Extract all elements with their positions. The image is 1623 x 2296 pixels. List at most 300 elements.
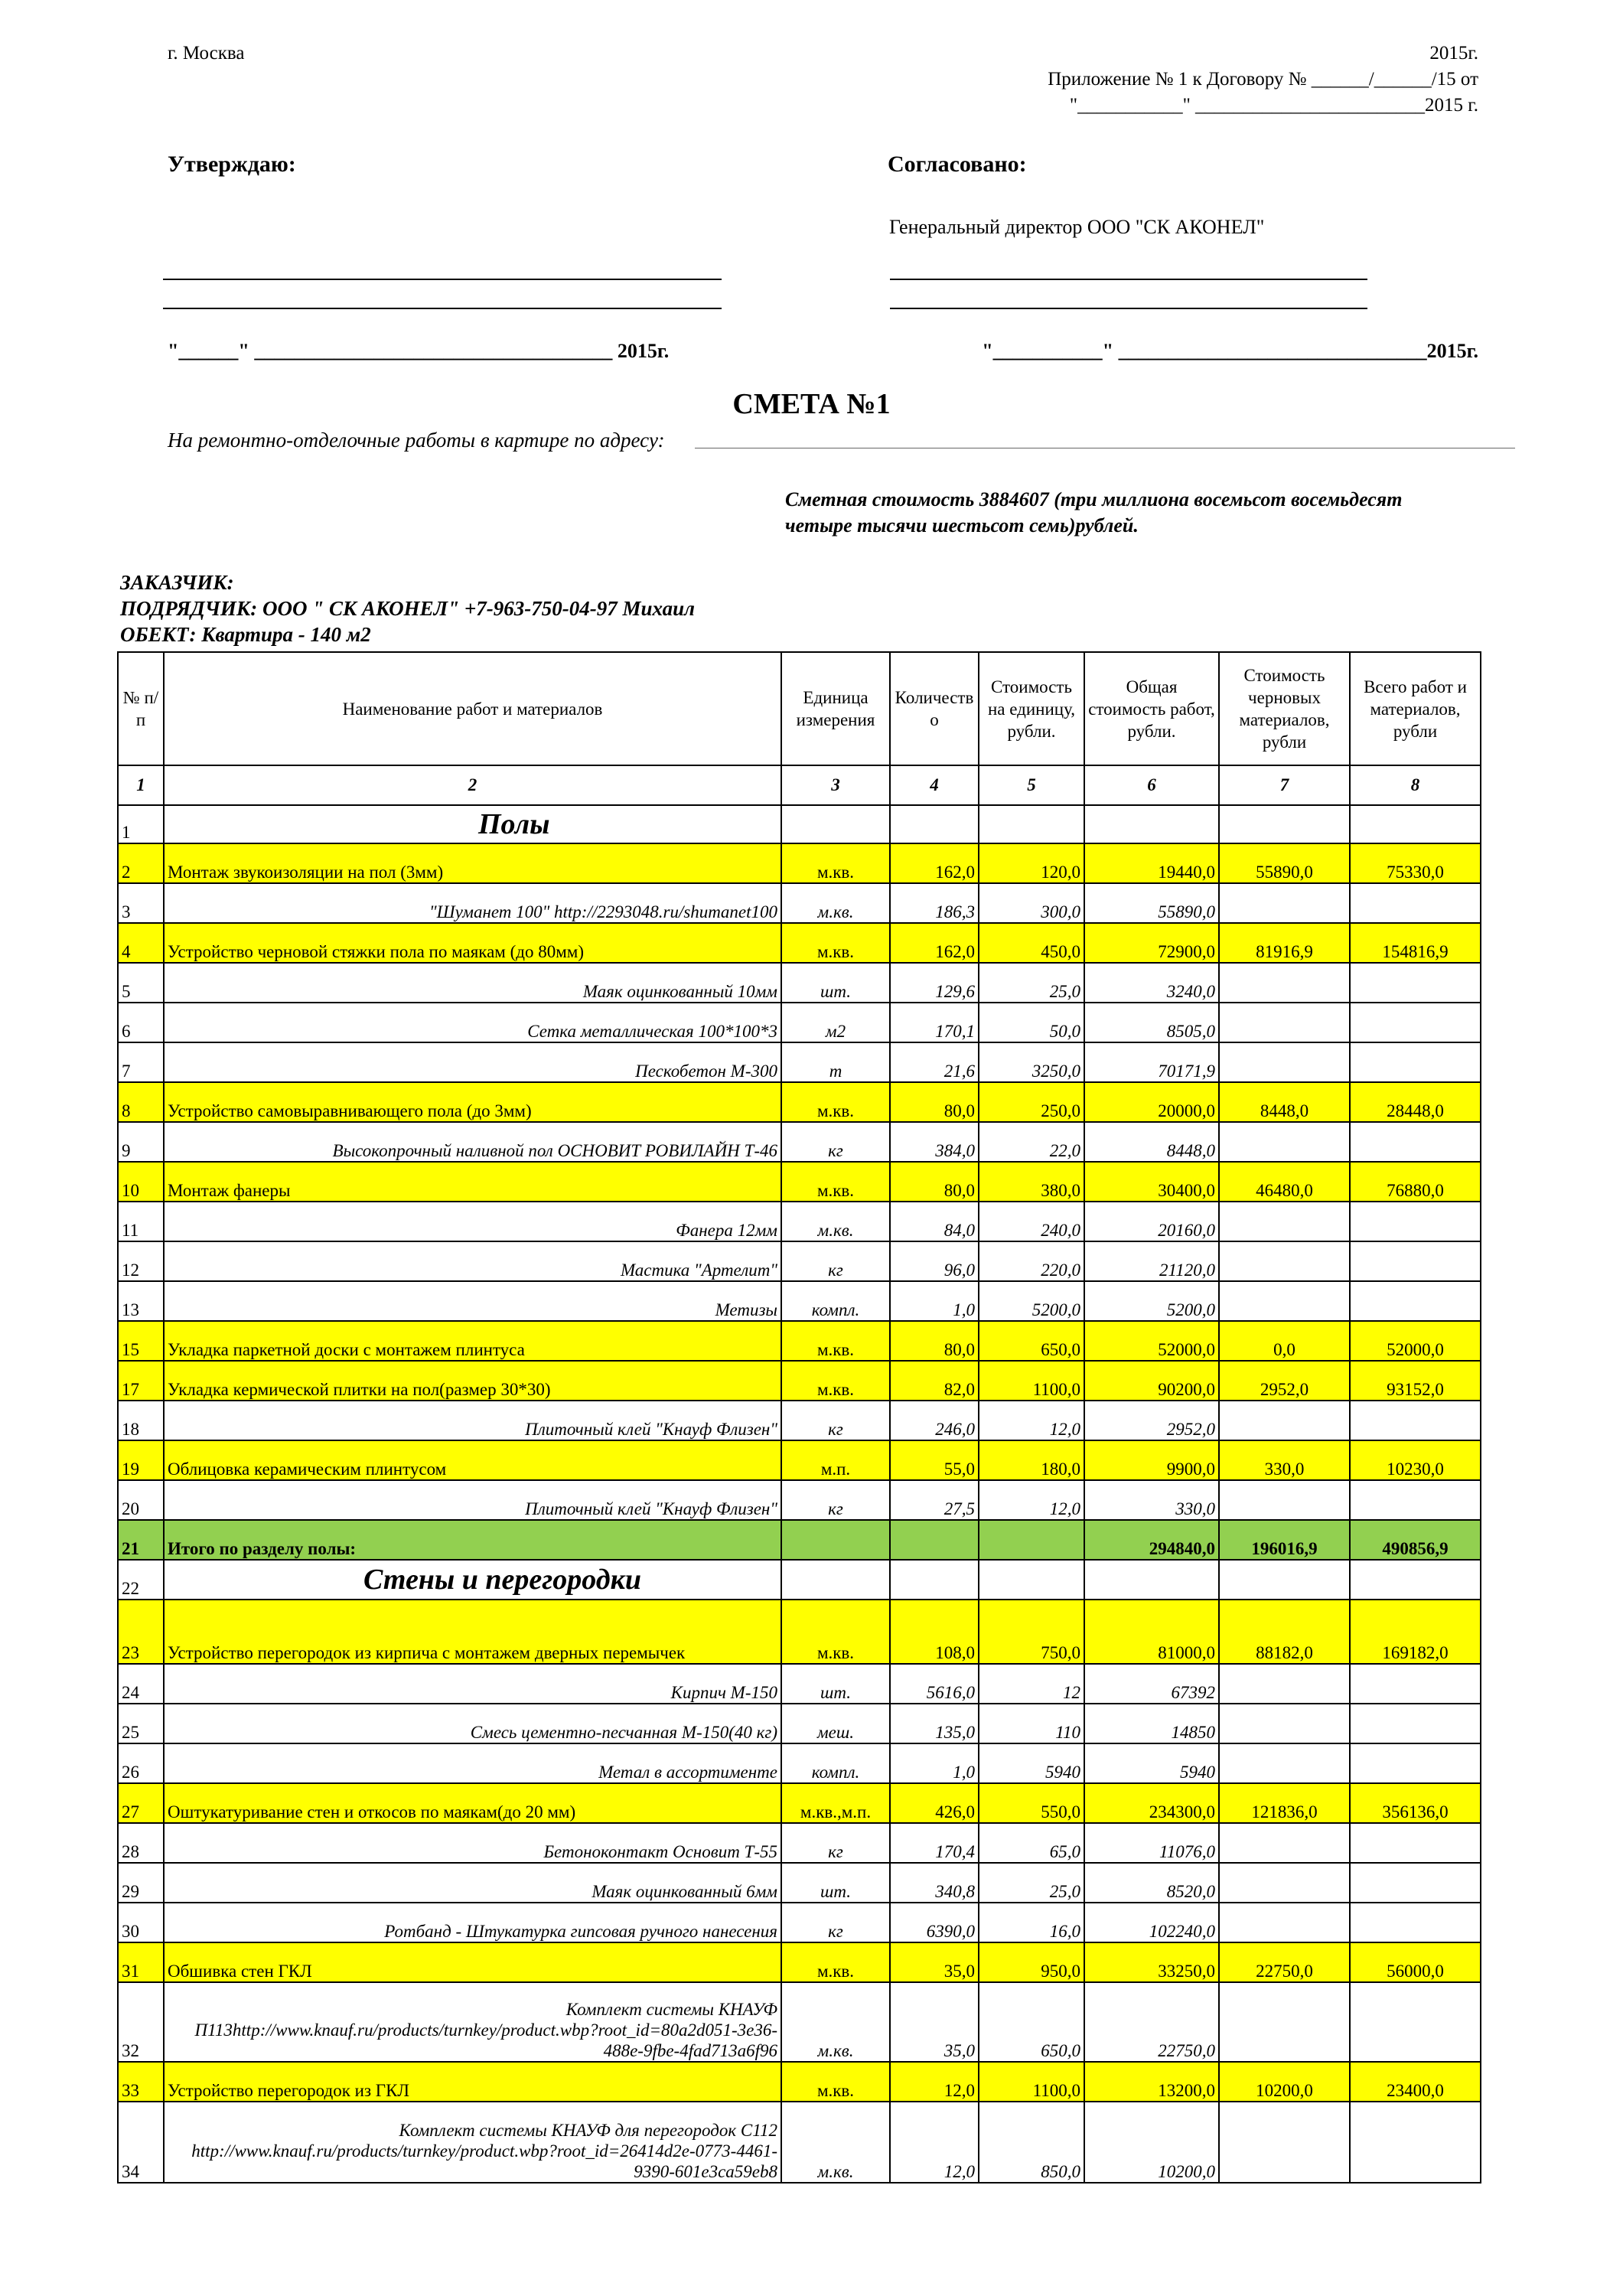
quantity-cell: 96,0 bbox=[890, 1241, 979, 1281]
unit-price-cell: 110 bbox=[979, 1704, 1084, 1743]
column-number: 4 bbox=[890, 765, 979, 805]
unit-price-cell: 250,0 bbox=[979, 1082, 1084, 1122]
table-row bbox=[118, 1600, 1481, 1664]
row-number: 28 bbox=[118, 1823, 164, 1863]
table-row bbox=[118, 1942, 1481, 1982]
quantity-cell: 246,0 bbox=[890, 1401, 979, 1440]
grand-total-cell bbox=[1350, 2102, 1481, 2183]
row-number: 19 bbox=[118, 1440, 164, 1480]
unit-price-cell: 850,0 bbox=[979, 2102, 1084, 2183]
table-header-row bbox=[118, 652, 1481, 765]
row-number: 17 bbox=[118, 1361, 164, 1401]
rough-materials-cell: 46480,0 bbox=[1219, 1162, 1350, 1202]
item-name: "Шуманет 100" http://2293048.ru/shumanet100 bbox=[164, 883, 781, 923]
unit-price-cell: 3250,0 bbox=[979, 1042, 1084, 1082]
unit-price-cell: 1100,0 bbox=[979, 2062, 1084, 2102]
unit-price-cell: 25,0 bbox=[979, 1863, 1084, 1903]
row-number: 18 bbox=[118, 1401, 164, 1440]
rough-materials-cell bbox=[1219, 1664, 1350, 1704]
header-cell: Наименование работ и материалов bbox=[164, 652, 781, 765]
rough-materials-cell bbox=[1219, 1202, 1350, 1241]
contractor-label: ПОДРЯДЧИК: ООО " СК АКОНЕЛ" +7-963-750-04-97 Михаил bbox=[120, 597, 695, 620]
table-row bbox=[118, 1281, 1481, 1321]
item-name: Кирпич М-150 bbox=[164, 1664, 781, 1704]
item-name: Устройство перегородок из ГКЛ bbox=[164, 2062, 781, 2102]
grand-total-cell: 28448,0 bbox=[1350, 1082, 1481, 1122]
unit-price-cell: 5200,0 bbox=[979, 1281, 1084, 1321]
work-total-cell: 13200,0 bbox=[1084, 2062, 1219, 2102]
column-number: 6 bbox=[1084, 765, 1219, 805]
unit-price-cell: 1100,0 bbox=[979, 1361, 1084, 1401]
quantity-cell: 384,0 bbox=[890, 1122, 979, 1162]
work-total-cell: 22750,0 bbox=[1084, 1982, 1219, 2062]
quantity-cell: 55,0 bbox=[890, 1440, 979, 1480]
unit-price-cell: 550,0 bbox=[979, 1783, 1084, 1823]
grand-total-cell bbox=[1350, 1480, 1481, 1520]
quantity-cell: 186,3 bbox=[890, 883, 979, 923]
table-row bbox=[118, 1480, 1481, 1520]
item-name: Высокопрочный наливной пол ОСНОВИТ РОВИЛАЙН Т-46 bbox=[164, 1122, 781, 1162]
row-number: 20 bbox=[118, 1480, 164, 1520]
quantity-cell: 129,6 bbox=[890, 963, 979, 1003]
table-row bbox=[118, 1003, 1481, 1042]
rough-materials-cell bbox=[1219, 805, 1350, 843]
item-name: Плиточный клей "Кнауф Флизен" bbox=[164, 1480, 781, 1520]
signature-line bbox=[163, 279, 722, 280]
grand-total-cell: 93152,0 bbox=[1350, 1361, 1481, 1401]
item-name: Монтаж звукоизоляции на пол (3мм) bbox=[164, 843, 781, 883]
table-row bbox=[118, 1863, 1481, 1903]
quantity-cell: 27,5 bbox=[890, 1480, 979, 1520]
table-row bbox=[118, 1440, 1481, 1480]
table-row bbox=[118, 883, 1481, 923]
unit-cell: м.кв. bbox=[781, 2102, 890, 2183]
rough-materials-cell bbox=[1219, 1903, 1350, 1942]
unit-cell: м.кв. bbox=[781, 1361, 890, 1401]
work-total-cell: 52000,0 bbox=[1084, 1321, 1219, 1361]
header-cell: Стоимость на единицу, рубли. bbox=[979, 652, 1084, 765]
quantity-cell bbox=[890, 1560, 979, 1600]
rough-materials-cell bbox=[1219, 1122, 1350, 1162]
unit-price-cell: 450,0 bbox=[979, 923, 1084, 963]
table-row bbox=[118, 1202, 1481, 1241]
rough-materials-cell: 0,0 bbox=[1219, 1321, 1350, 1361]
row-number: 9 bbox=[118, 1122, 164, 1162]
work-total-cell: 72900,0 bbox=[1084, 923, 1219, 963]
row-number: 24 bbox=[118, 1664, 164, 1704]
rough-materials-cell bbox=[1219, 1743, 1350, 1783]
item-name: Устройство самовыравнивающего пола (до 3мм) bbox=[164, 1082, 781, 1122]
estimated-cost-text: Сметная стоимость 3884607 (три миллиона восемьсот восемьдесят четыре тысячи шестьсот семь)рублей. bbox=[785, 488, 1403, 536]
quantity-cell: 35,0 bbox=[890, 1982, 979, 2062]
unit-cell: м.кв. bbox=[781, 1162, 890, 1202]
quantity-cell: 82,0 bbox=[890, 1361, 979, 1401]
grand-total-cell: 52000,0 bbox=[1350, 1321, 1481, 1361]
rough-materials-cell bbox=[1219, 963, 1350, 1003]
table-row bbox=[118, 1520, 1481, 1560]
unit-cell: м.кв. bbox=[781, 1082, 890, 1122]
quantity-cell: 340,8 bbox=[890, 1863, 979, 1903]
work-total-cell: 67392 bbox=[1084, 1664, 1219, 1704]
quantity-cell: 80,0 bbox=[890, 1321, 979, 1361]
quantity-cell: 1,0 bbox=[890, 1743, 979, 1783]
rough-materials-cell bbox=[1219, 1982, 1350, 2062]
table-row bbox=[118, 1321, 1481, 1361]
rough-materials-cell bbox=[1219, 1042, 1350, 1082]
row-number: 11 bbox=[118, 1202, 164, 1241]
unit-cell: кг bbox=[781, 1903, 890, 1942]
item-name: Облицовка керамическим плинтусом bbox=[164, 1440, 781, 1480]
unit-price-cell bbox=[979, 1520, 1084, 1560]
unit-cell: компл. bbox=[781, 1281, 890, 1321]
grand-total-cell bbox=[1350, 1903, 1481, 1942]
grand-total-cell bbox=[1350, 1664, 1481, 1704]
row-number: 30 bbox=[118, 1903, 164, 1942]
work-total-cell: 5940 bbox=[1084, 1743, 1219, 1783]
unit-price-cell: 25,0 bbox=[979, 963, 1084, 1003]
unit-cell: компл. bbox=[781, 1743, 890, 1783]
unit-cell: кг bbox=[781, 1823, 890, 1863]
table-row bbox=[118, 843, 1481, 883]
row-number: 34 bbox=[118, 2102, 164, 2183]
unit-cell bbox=[781, 805, 890, 843]
unit-cell: шт. bbox=[781, 1863, 890, 1903]
table-row bbox=[118, 1783, 1481, 1823]
approve-date-line: "______" ____________________________________ 2015г. bbox=[168, 340, 670, 362]
table-row bbox=[118, 1704, 1481, 1743]
unit-price-cell bbox=[979, 1560, 1084, 1600]
grand-total-cell bbox=[1350, 805, 1481, 843]
unit-price-cell: 650,0 bbox=[979, 1982, 1084, 2062]
table-row bbox=[118, 805, 1481, 843]
column-number: 8 bbox=[1350, 765, 1481, 805]
unit-cell: м.кв.,м.п. bbox=[781, 1783, 890, 1823]
table-row bbox=[118, 1162, 1481, 1202]
unit-cell: м.п. bbox=[781, 1440, 890, 1480]
work-total-cell: 5200,0 bbox=[1084, 1281, 1219, 1321]
grand-total-cell bbox=[1350, 1863, 1481, 1903]
grand-total-cell bbox=[1350, 1982, 1481, 2062]
quantity-cell: 80,0 bbox=[890, 1162, 979, 1202]
grand-total-cell bbox=[1350, 1122, 1481, 1162]
row-number: 22 bbox=[118, 1560, 164, 1600]
column-number: 5 bbox=[979, 765, 1084, 805]
rough-materials-cell bbox=[1219, 1480, 1350, 1520]
row-number: 6 bbox=[118, 1003, 164, 1042]
grand-total-cell bbox=[1350, 1560, 1481, 1600]
grand-total-cell: 169182,0 bbox=[1350, 1600, 1481, 1664]
work-total-cell: 20000,0 bbox=[1084, 1082, 1219, 1122]
grand-total-cell bbox=[1350, 1743, 1481, 1783]
work-total-cell: 330,0 bbox=[1084, 1480, 1219, 1520]
work-total-cell: 30400,0 bbox=[1084, 1162, 1219, 1202]
unit-price-cell: 12 bbox=[979, 1664, 1084, 1704]
header-cell: Всего работ и материалов, рубли bbox=[1350, 652, 1481, 765]
quantity-cell: 162,0 bbox=[890, 843, 979, 883]
agree-heading: Согласовано: bbox=[888, 152, 1027, 177]
row-number: 5 bbox=[118, 963, 164, 1003]
row-number: 8 bbox=[118, 1082, 164, 1122]
grand-total-cell: 76880,0 bbox=[1350, 1162, 1481, 1202]
header-cell: Количество bbox=[890, 652, 979, 765]
agree-date-line: "___________" _______________________________2015г. bbox=[982, 340, 1478, 362]
rough-materials-cell bbox=[1219, 2102, 1350, 2183]
grand-total-cell bbox=[1350, 1704, 1481, 1743]
item-name: Плиточный клей "Кнауф Флизен" bbox=[164, 1401, 781, 1440]
work-total-cell: 21120,0 bbox=[1084, 1241, 1219, 1281]
unit-price-cell: 12,0 bbox=[979, 1480, 1084, 1520]
quantity-cell: 162,0 bbox=[890, 923, 979, 963]
unit-cell: м.кв. bbox=[781, 883, 890, 923]
grand-total-cell bbox=[1350, 1042, 1481, 1082]
item-name: Укладка паркетной доски с монтажем плинтуса bbox=[164, 1321, 781, 1361]
rough-materials-cell: 2952,0 bbox=[1219, 1361, 1350, 1401]
table-row bbox=[118, 1122, 1481, 1162]
work-total-cell: 102240,0 bbox=[1084, 1903, 1219, 1942]
row-number: 23 bbox=[118, 1600, 164, 1664]
header-cell: Общая стоимость работ, рубли. bbox=[1084, 652, 1219, 765]
unit-cell: кг bbox=[781, 1122, 890, 1162]
quantity-cell: 12,0 bbox=[890, 2062, 979, 2102]
item-name: Маяк оцинкованный 6мм bbox=[164, 1863, 781, 1903]
unit-price-cell: 180,0 bbox=[979, 1440, 1084, 1480]
unit-price-cell: 22,0 bbox=[979, 1122, 1084, 1162]
quantity-cell: 21,6 bbox=[890, 1042, 979, 1082]
unit-cell: шт. bbox=[781, 963, 890, 1003]
unit-price-cell bbox=[979, 805, 1084, 843]
row-number: 32 bbox=[118, 1982, 164, 2062]
unit-cell: м.кв. bbox=[781, 2062, 890, 2102]
address-label: На ремонтно-отделочные работы в картире по адресу: bbox=[168, 429, 665, 452]
row-number: 33 bbox=[118, 2062, 164, 2102]
rough-materials-cell bbox=[1219, 1003, 1350, 1042]
grand-total-cell bbox=[1350, 1401, 1481, 1440]
item-name: Укладка кермической плитки на пол(размер 30*30) bbox=[164, 1361, 781, 1401]
grand-total-cell bbox=[1350, 1202, 1481, 1241]
rough-materials-cell: 330,0 bbox=[1219, 1440, 1350, 1480]
quantity-cell: 80,0 bbox=[890, 1082, 979, 1122]
grand-total-cell: 154816,9 bbox=[1350, 923, 1481, 963]
unit-cell bbox=[781, 1560, 890, 1600]
unit-price-cell: 300,0 bbox=[979, 883, 1084, 923]
rough-materials-cell bbox=[1219, 1863, 1350, 1903]
work-total-cell: 3240,0 bbox=[1084, 963, 1219, 1003]
row-number: 25 bbox=[118, 1704, 164, 1743]
item-name: Маяк оцинкованный 10мм bbox=[164, 963, 781, 1003]
rough-materials-cell bbox=[1219, 1401, 1350, 1440]
table-row bbox=[118, 2102, 1481, 2183]
unit-price-cell: 65,0 bbox=[979, 1823, 1084, 1863]
general-director-label: Генеральный директор ООО "СК АКОНЕЛ" bbox=[889, 216, 1265, 238]
work-total-cell: 81000,0 bbox=[1084, 1600, 1219, 1664]
work-total-cell: 8448,0 bbox=[1084, 1122, 1219, 1162]
unit-price-cell: 50,0 bbox=[979, 1003, 1084, 1042]
table-row bbox=[118, 1361, 1481, 1401]
item-name: Обшивка стен ГКЛ bbox=[164, 1942, 781, 1982]
quantity-cell: 5616,0 bbox=[890, 1664, 979, 1704]
table-row bbox=[118, 1982, 1481, 2062]
item-name: Комплект системы КНАУФ для перегородок С112 http://www.knauf.ru/products/turnkey/product.wbp?root_id=26414d2e-0773-4461-9390-601e3ca59eb8 bbox=[164, 2102, 781, 2183]
row-number: 29 bbox=[118, 1863, 164, 1903]
work-total-cell bbox=[1084, 805, 1219, 843]
grand-total-cell: 10230,0 bbox=[1350, 1440, 1481, 1480]
work-total-cell: 20160,0 bbox=[1084, 1202, 1219, 1241]
row-number: 2 bbox=[118, 843, 164, 883]
item-name: Итого по разделу полы: bbox=[164, 1520, 781, 1560]
signature-line bbox=[163, 308, 722, 309]
grand-total-cell bbox=[1350, 1003, 1481, 1042]
table-row bbox=[118, 2062, 1481, 2102]
rough-materials-cell: 10200,0 bbox=[1219, 2062, 1350, 2102]
work-total-cell: 90200,0 bbox=[1084, 1361, 1219, 1401]
unit-price-cell: 12,0 bbox=[979, 1401, 1084, 1440]
appendix-line-1: Приложение № 1 к Договору № ______/______/15 от bbox=[1048, 69, 1478, 90]
row-number: 26 bbox=[118, 1743, 164, 1783]
unit-cell: м.кв. bbox=[781, 1600, 890, 1664]
object-label: ОБЕКТ: Квартира - 140 м2 bbox=[120, 623, 371, 646]
quantity-cell: 170,4 bbox=[890, 1823, 979, 1863]
unit-cell: кг bbox=[781, 1401, 890, 1440]
item-name: Фанера 12мм bbox=[164, 1202, 781, 1241]
unit-cell: м.кв. bbox=[781, 923, 890, 963]
quantity-cell: 84,0 bbox=[890, 1202, 979, 1241]
grand-total-cell bbox=[1350, 883, 1481, 923]
unit-cell: м.кв. bbox=[781, 1321, 890, 1361]
work-total-cell: 19440,0 bbox=[1084, 843, 1219, 883]
rough-materials-cell bbox=[1219, 883, 1350, 923]
item-name: Монтаж фанеры bbox=[164, 1162, 781, 1202]
city-label: г. Москва bbox=[168, 43, 245, 64]
item-name: Устройство перегородок из кирпича с монтажем дверных перемычек bbox=[164, 1600, 781, 1664]
work-total-cell: 2952,0 bbox=[1084, 1401, 1219, 1440]
item-name: Полы bbox=[164, 805, 781, 843]
item-name: Сетка металлическая 100*100*3 bbox=[164, 1003, 781, 1042]
table-row bbox=[118, 923, 1481, 963]
row-number: 21 bbox=[118, 1520, 164, 1560]
rough-materials-cell: 88182,0 bbox=[1219, 1600, 1350, 1664]
table-row bbox=[118, 1241, 1481, 1281]
year-label: 2015г. bbox=[1429, 43, 1478, 64]
item-name: Смесь цементно-песчанная М-150(40 кг) bbox=[164, 1704, 781, 1743]
grand-total-cell: 23400,0 bbox=[1350, 2062, 1481, 2102]
unit-price-cell: 750,0 bbox=[979, 1600, 1084, 1664]
item-name: Ротбанд - Штукатурка гипсовая ручного нанесения bbox=[164, 1903, 781, 1942]
table-row bbox=[118, 1903, 1481, 1942]
work-total-cell: 11076,0 bbox=[1084, 1823, 1219, 1863]
item-name: Стены и перегородки bbox=[164, 1560, 781, 1600]
rough-materials-cell: 55890,0 bbox=[1219, 843, 1350, 883]
rough-materials-cell bbox=[1219, 1281, 1350, 1321]
unit-cell: м.кв. bbox=[781, 1982, 890, 2062]
rough-materials-cell bbox=[1219, 1704, 1350, 1743]
header-cell: Единица измерения bbox=[781, 652, 890, 765]
work-total-cell: 8505,0 bbox=[1084, 1003, 1219, 1042]
column-number: 2 bbox=[164, 765, 781, 805]
table-row bbox=[118, 1560, 1481, 1600]
rough-materials-cell: 8448,0 bbox=[1219, 1082, 1350, 1122]
work-total-cell: 9900,0 bbox=[1084, 1440, 1219, 1480]
quantity-cell: 12,0 bbox=[890, 2102, 979, 2183]
work-total-cell: 14850 bbox=[1084, 1704, 1219, 1743]
row-number: 1 bbox=[118, 805, 164, 843]
header-cell: № п/п bbox=[118, 652, 164, 765]
rough-materials-cell: 121836,0 bbox=[1219, 1783, 1350, 1823]
quantity-cell: 426,0 bbox=[890, 1783, 979, 1823]
unit-cell: меш. bbox=[781, 1704, 890, 1743]
column-number: 3 bbox=[781, 765, 890, 805]
table-row bbox=[118, 1743, 1481, 1783]
row-number: 31 bbox=[118, 1942, 164, 1982]
rough-materials-cell: 81916,9 bbox=[1219, 923, 1350, 963]
grand-total-cell bbox=[1350, 1241, 1481, 1281]
table-row bbox=[118, 1401, 1481, 1440]
work-total-cell: 10200,0 bbox=[1084, 2102, 1219, 2183]
item-name: Устройство черновой стяжки пола по маякам (до 80мм) bbox=[164, 923, 781, 963]
row-number: 3 bbox=[118, 883, 164, 923]
unit-price-cell: 380,0 bbox=[979, 1162, 1084, 1202]
grand-total-cell bbox=[1350, 963, 1481, 1003]
unit-price-cell: 220,0 bbox=[979, 1241, 1084, 1281]
quantity-cell: 170,1 bbox=[890, 1003, 979, 1042]
row-number: 12 bbox=[118, 1241, 164, 1281]
unit-cell: м.кв. bbox=[781, 1202, 890, 1241]
unit-price-cell: 240,0 bbox=[979, 1202, 1084, 1241]
signature-line bbox=[890, 279, 1367, 280]
grand-total-cell bbox=[1350, 1823, 1481, 1863]
work-total-cell: 70171,9 bbox=[1084, 1042, 1219, 1082]
item-name: Мастика "Артелит" bbox=[164, 1241, 781, 1281]
item-name: Пескобетон М-300 bbox=[164, 1042, 781, 1082]
work-total-cell: 33250,0 bbox=[1084, 1942, 1219, 1982]
item-name: Метал в ассортименте bbox=[164, 1743, 781, 1783]
quantity-cell: 6390,0 bbox=[890, 1903, 979, 1942]
row-number: 4 bbox=[118, 923, 164, 963]
work-total-cell: 55890,0 bbox=[1084, 883, 1219, 923]
row-number: 10 bbox=[118, 1162, 164, 1202]
rough-materials-cell bbox=[1219, 1560, 1350, 1600]
unit-price-cell: 16,0 bbox=[979, 1903, 1084, 1942]
quantity-cell bbox=[890, 1520, 979, 1560]
estimate-table bbox=[117, 651, 1481, 2183]
table-row bbox=[118, 1664, 1481, 1704]
grand-total-cell bbox=[1350, 1281, 1481, 1321]
quantity-cell bbox=[890, 805, 979, 843]
row-number: 15 bbox=[118, 1321, 164, 1361]
table-row bbox=[118, 1823, 1481, 1863]
work-total-cell: 294840,0 bbox=[1084, 1520, 1219, 1560]
quantity-cell: 35,0 bbox=[890, 1942, 979, 1982]
quantity-cell: 135,0 bbox=[890, 1704, 979, 1743]
approve-heading: Утверждаю: bbox=[168, 152, 296, 177]
unit-cell: м.кв. bbox=[781, 843, 890, 883]
grand-total-cell: 75330,0 bbox=[1350, 843, 1481, 883]
estimate-title: СМЕТА №1 bbox=[732, 388, 891, 420]
unit-cell bbox=[781, 1520, 890, 1560]
work-total-cell: 234300,0 bbox=[1084, 1783, 1219, 1823]
unit-price-cell: 120,0 bbox=[979, 843, 1084, 883]
table-row bbox=[118, 1042, 1481, 1082]
grand-total-cell: 56000,0 bbox=[1350, 1942, 1481, 1982]
unit-cell: т bbox=[781, 1042, 890, 1082]
rough-materials-cell: 22750,0 bbox=[1219, 1942, 1350, 1982]
item-name: Комплект системы КНАУФ П113http://www.knauf.ru/products/turnkey/product.wbp?root_id=80a2d051-3e36-488e-9fbe-4fad713a6f96 bbox=[164, 1982, 781, 2062]
work-total-cell bbox=[1084, 1560, 1219, 1600]
rough-materials-cell bbox=[1219, 1823, 1350, 1863]
rough-materials-cell: 196016,9 bbox=[1219, 1520, 1350, 1560]
appendix-line-2: "___________" ________________________2015 г. bbox=[1069, 95, 1478, 116]
column-number: 7 bbox=[1219, 765, 1350, 805]
row-number: 27 bbox=[118, 1783, 164, 1823]
